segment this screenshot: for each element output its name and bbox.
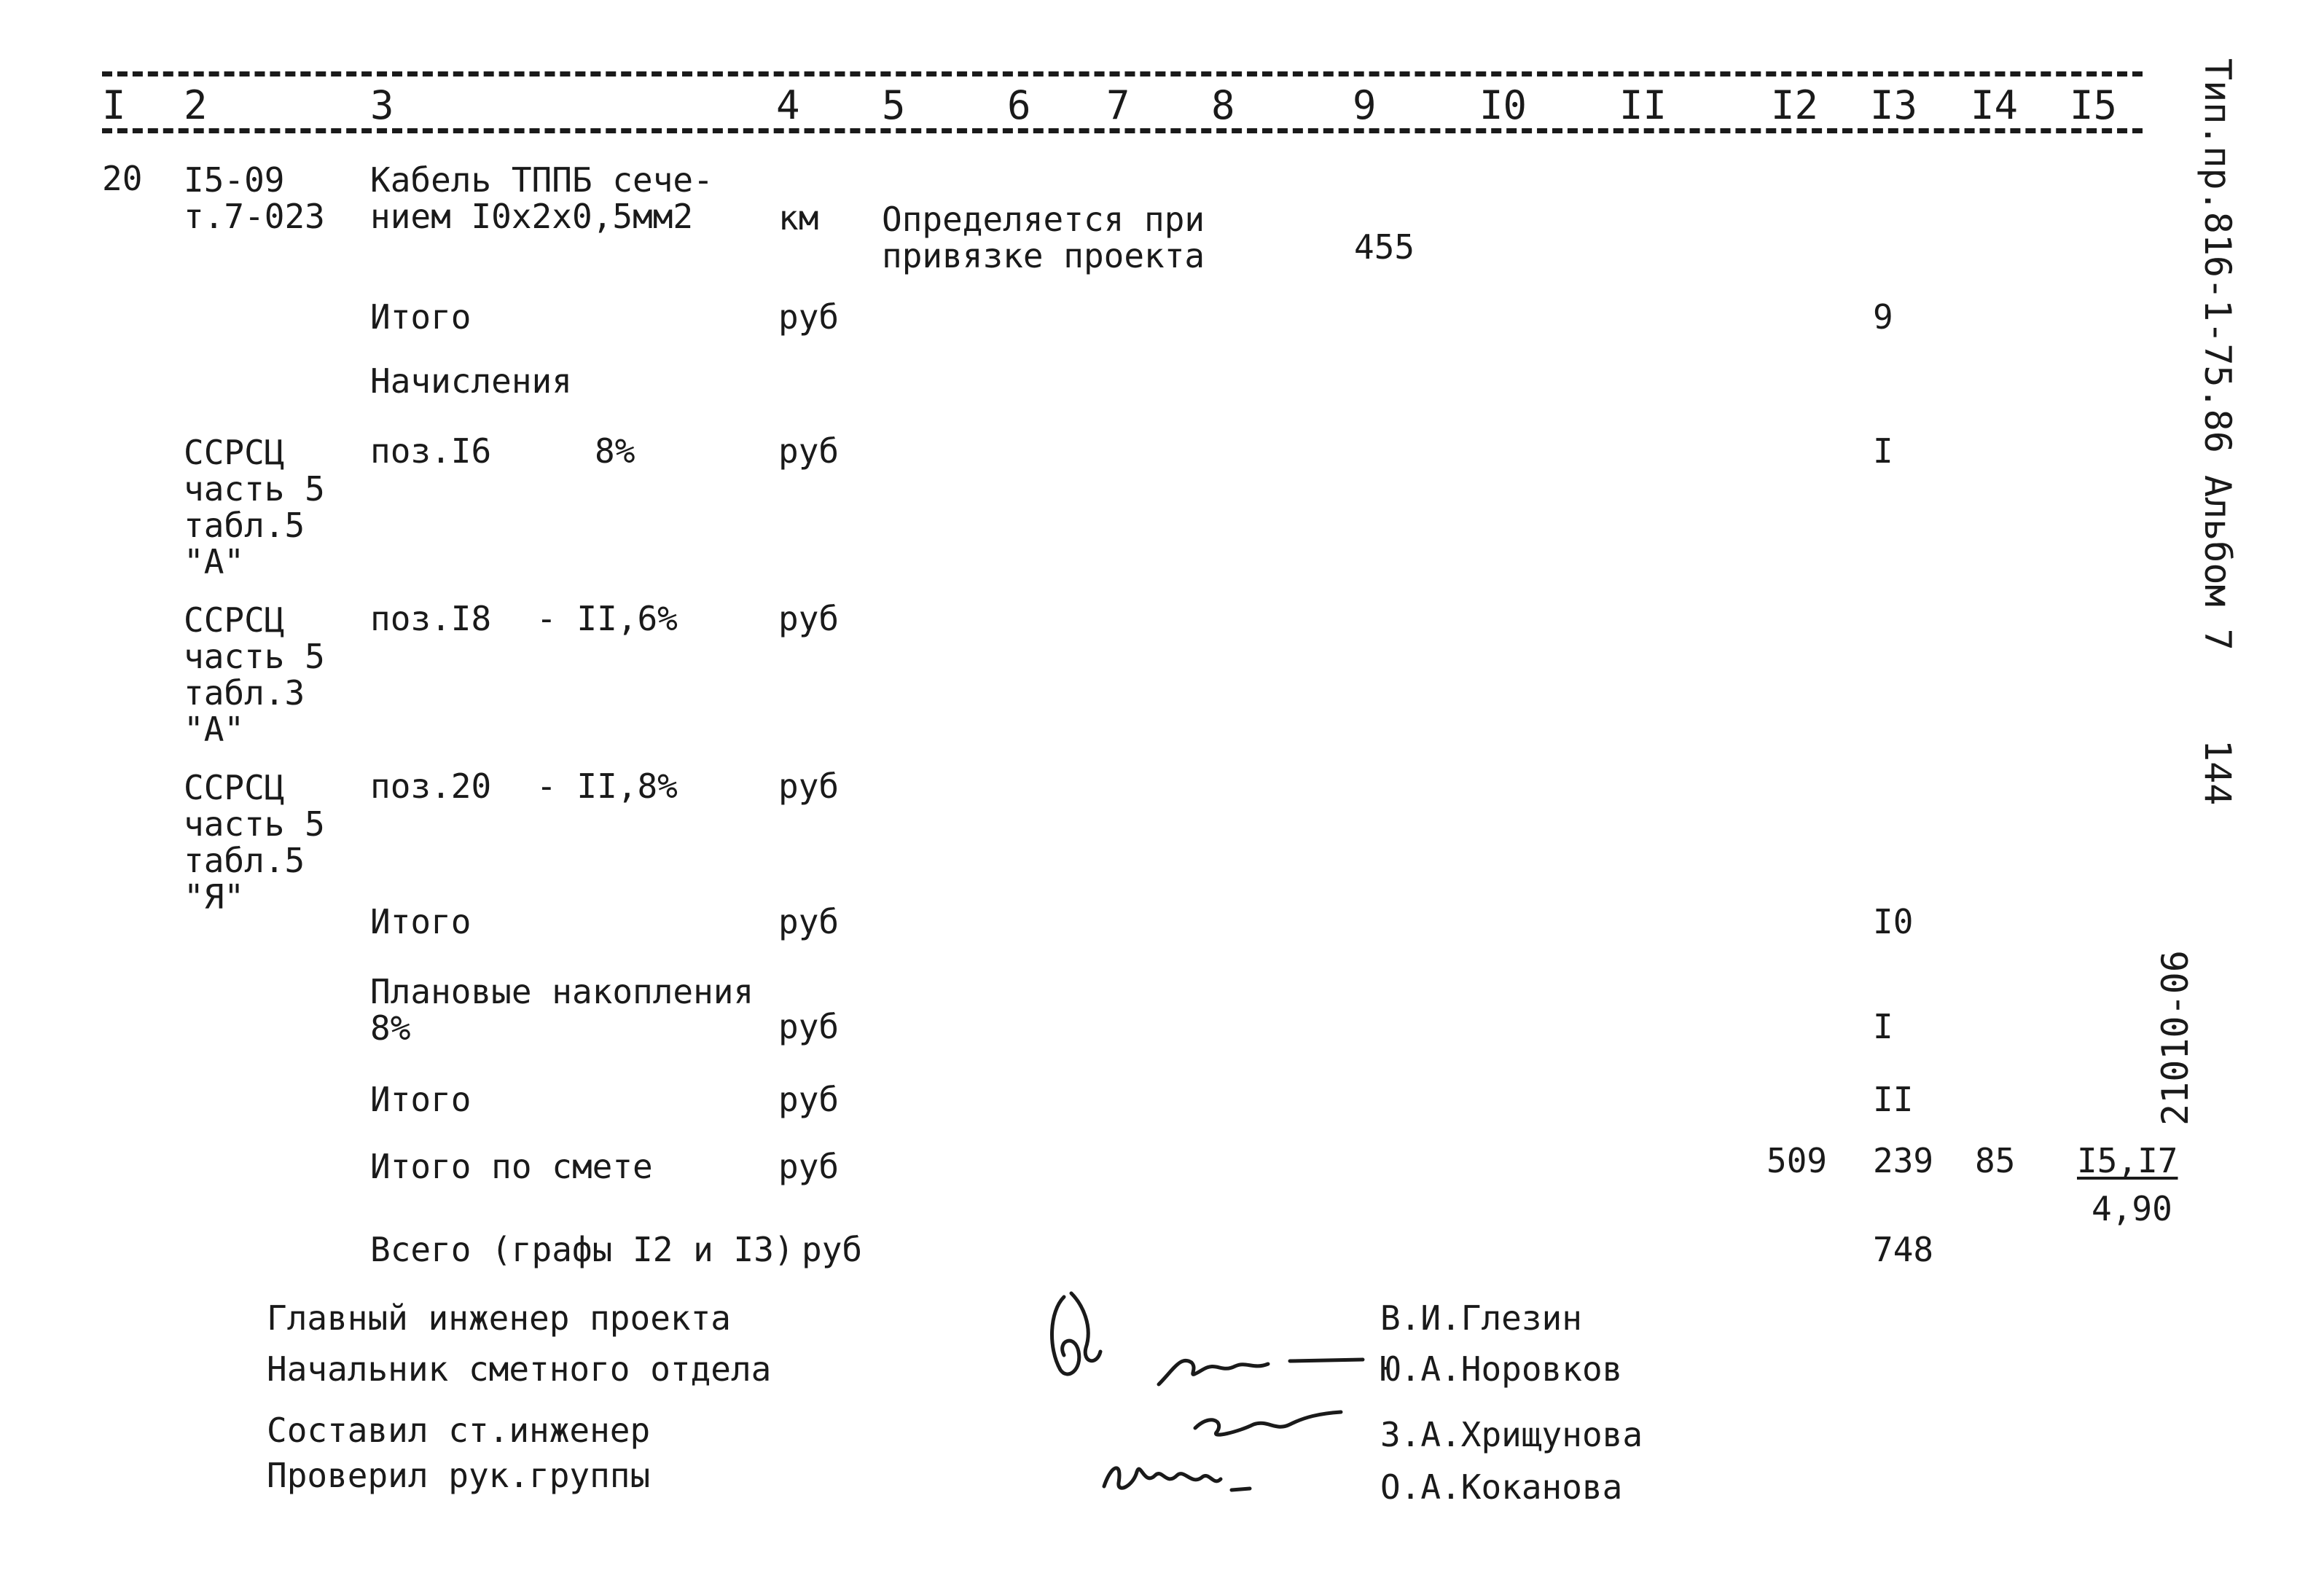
col-10: I0 (1479, 82, 1527, 128)
unit: руб (778, 1080, 840, 1119)
item-name: Кабель ТППБ сече- нием I0х2х0,5мм2 (370, 160, 713, 236)
value-col13: I (1873, 1007, 1893, 1046)
reference: ССРСЦ часть 5 табл.3 "А" (184, 600, 325, 749)
reference: ССРСЦ часть 5 табл.5 "А" (184, 433, 325, 581)
item-name: Итого по смете (370, 1147, 653, 1186)
handwritten-signature-4 (1093, 1446, 1283, 1505)
unit: руб (778, 1147, 840, 1186)
unit: руб (778, 599, 840, 638)
col-8: 8 (1211, 82, 1235, 128)
unit: руб (778, 431, 840, 471)
page-number: 144 (2196, 740, 2239, 806)
value-col13: 9 (1873, 297, 1893, 337)
item-name: Итого (370, 1080, 472, 1119)
unit: руб (778, 766, 840, 806)
section-title: Начисления (370, 361, 572, 401)
col-14: I4 (1971, 82, 2019, 128)
col-13: I3 (1870, 82, 1918, 128)
document-reference: Тип.пр.816-1-75.86 Альбом 7 (2196, 58, 2239, 651)
checker-name: О.А.Коканова (1380, 1467, 1623, 1507)
row-number: 20 (102, 159, 143, 198)
reference: ССРСЦ часть 5 табл.5 "Я" (184, 768, 325, 917)
quantity-col9: 455 (1354, 227, 1415, 267)
value-col13: I (1873, 431, 1893, 471)
chief-engineer-title: Главный инженер проекта (267, 1298, 731, 1338)
value-col15: I5,I7 (2077, 1141, 2178, 1180)
chief-engineer-name: В.И.Глезин (1380, 1298, 1582, 1338)
item-name: Всего (графы I2 и I3) (370, 1230, 794, 1269)
col-11: II (1619, 82, 1667, 128)
percent: - II,8% (536, 766, 678, 806)
col-7: 7 (1106, 82, 1130, 128)
handwritten-signature-3 (1188, 1399, 1348, 1450)
head-of-department-title: Начальник сметного отдела (267, 1349, 772, 1389)
value-col13: I0 (1873, 902, 1914, 941)
col-15: I5 (2070, 82, 2118, 128)
col-1: I (102, 82, 126, 128)
checker-title: Проверил рук.группы (267, 1456, 651, 1495)
item-name: Итого (370, 297, 472, 337)
item-name: поз.I6 (370, 431, 492, 471)
item-name: Плановые накопления 8% (370, 972, 754, 1048)
item-name: поз.20 (370, 766, 492, 806)
value-col14: 85 (1975, 1141, 2016, 1180)
unit: руб (778, 1007, 840, 1046)
price-code: I5-09 т.7-023 (184, 160, 325, 236)
percent: 8% (595, 431, 635, 471)
author-name: З.А.Хрищунова (1380, 1415, 1643, 1454)
handwritten-signature-1 (1042, 1282, 1108, 1384)
value-col12: 509 (1767, 1141, 1828, 1180)
value-col13: II (1873, 1080, 1914, 1119)
col-3: 3 (370, 82, 394, 128)
unit: руб (802, 1230, 863, 1269)
header-bottom-rule (102, 128, 2143, 133)
header-top-rule (102, 71, 2143, 77)
col-12: I2 (1771, 82, 1819, 128)
col-2: 2 (184, 82, 208, 128)
value-col15-secondary: 4,90 (2092, 1189, 2172, 1228)
author-title: Составил ст.инженер (267, 1411, 651, 1450)
head-of-department-name: Ю.А.Норовков (1380, 1349, 1623, 1389)
item-name: поз.I8 (370, 599, 492, 638)
value-col13: 239 (1873, 1141, 1934, 1180)
col-5: 5 (882, 82, 906, 128)
unit: руб (778, 297, 840, 337)
value-col13: 748 (1873, 1230, 1934, 1269)
item-note: Определяется при привязке проекта (882, 200, 1205, 275)
handwritten-signature-2 (1151, 1341, 1370, 1392)
col-4: 4 (776, 82, 800, 128)
col-9: 9 (1353, 82, 1377, 128)
unit: руб (778, 902, 840, 941)
item-name: Итого (370, 902, 472, 941)
archive-number: 21010-06 (2154, 950, 2196, 1126)
col-6: 6 (1007, 82, 1031, 128)
unit: км (778, 198, 819, 238)
percent: - II,6% (536, 599, 678, 638)
